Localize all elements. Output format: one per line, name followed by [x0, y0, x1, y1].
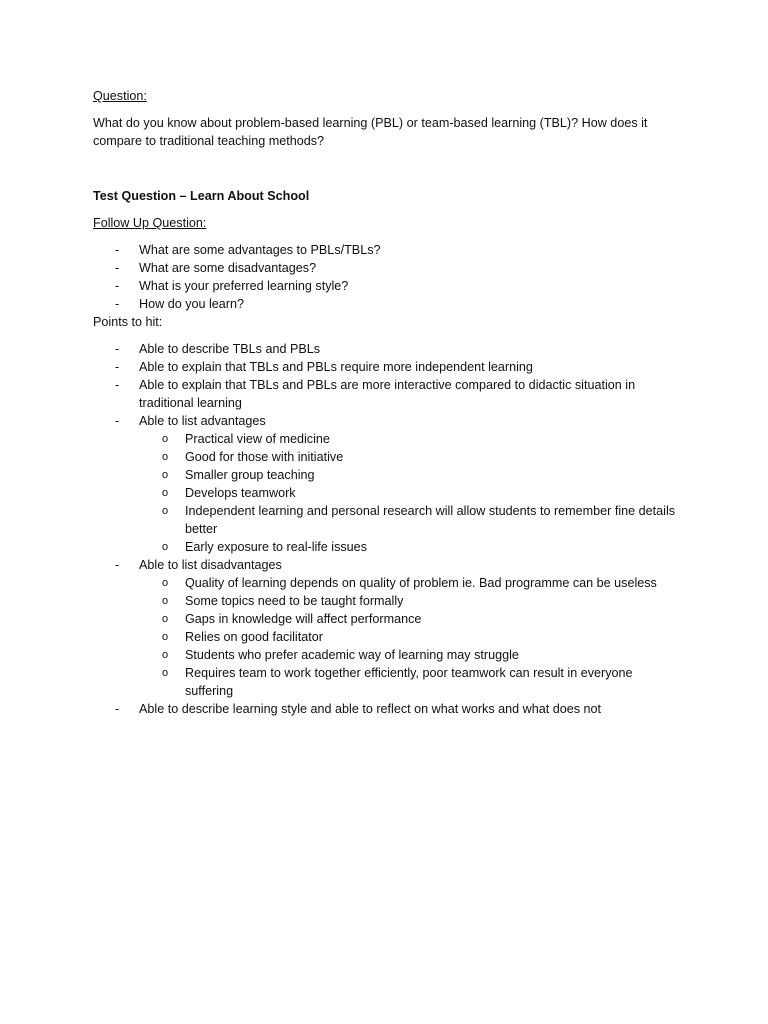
points-to-hit-label: Points to hit: — [93, 315, 163, 329]
advantages-list — [139, 430, 683, 556]
circle-bullet: o — [162, 505, 169, 517]
dash-bullet: - — [115, 360, 120, 374]
disadvantage-item: o Requires team to work together efficiently, poor teamwork can result in everyone suffering — [162, 666, 633, 698]
circle-bullet: o — [162, 487, 169, 499]
question-text: What do you know about problem-based learning (PBL) or team-based learning (TBL)? How does it compare to traditional teaching methods? — [93, 116, 648, 148]
point-item: - Able to explain that TBLs and PBLs are more interactive compared to didactic situation in traditional learning — [115, 378, 636, 410]
point-item: - Able to explain that TBLs and PBLs require more independent learning — [115, 360, 533, 374]
question-label: Question: — [93, 89, 147, 103]
test-question-title: Test Question – Learn About School — [93, 189, 310, 203]
circle-bullet: o — [162, 451, 169, 463]
advantage-item: o Practical view of medicine — [162, 432, 330, 446]
follow-up-item: - What is your preferred learning style? — [115, 279, 349, 293]
point-item: - Able to describe TBLs and PBLs — [115, 342, 321, 356]
follow-up-list — [93, 241, 683, 313]
dash-bullet: - — [115, 297, 120, 311]
follow-up-label: Follow Up Question: — [93, 216, 207, 230]
disadvantage-item: o Gaps in knowledge will affect performance — [162, 612, 422, 626]
document-page — [93, 87, 683, 718]
dash-bullet: - — [115, 378, 120, 392]
advantage-item: o Good for those with initiative — [162, 450, 344, 464]
circle-bullet: o — [162, 595, 169, 607]
circle-bullet: o — [162, 613, 169, 625]
circle-bullet: o — [162, 433, 169, 445]
circle-bullet: o — [162, 631, 169, 643]
advantage-item: o Independent learning and personal research will allow students to remember fine details better — [162, 504, 676, 536]
dash-bullet: - — [115, 279, 120, 293]
advantage-item: o Develops teamwork — [162, 486, 296, 500]
point-item: - Able to list disadvantages o Quality of learning depends on quality of problem ie. Bad programme can be useless o Some topics need to be taught formally o Gaps in knowledge will affect performance o Relies on good facilitator o Students who prefer academic way of learning may struggle o Requires team to work together efficiently, poor teamwork can result in everyone suffering — [93, 556, 683, 700]
points-list — [93, 340, 683, 718]
point-item: - Able to describe learning style and able to reflect on what works and what does not — [115, 702, 602, 716]
circle-bullet: o — [162, 649, 169, 661]
follow-up-item: - What are some advantages to PBLs/TBLs? — [115, 243, 381, 257]
circle-bullet: o — [162, 667, 169, 679]
dash-bullet: - — [115, 414, 120, 428]
disadvantage-item: o Some topics need to be taught formally — [162, 594, 404, 608]
circle-bullet: o — [162, 577, 169, 589]
advantage-item: o Smaller group teaching — [162, 468, 315, 482]
dash-bullet: - — [115, 261, 120, 275]
point-item: - Able to list advantages o Practical view of medicine o Good for those with initiative o Smaller group teaching o Develops teamwork o Independent learning and personal research will allow students to remember fine details better o Early exposure to real-life issues — [93, 412, 683, 556]
dash-bullet: - — [115, 702, 120, 716]
disadvantage-item: o Quality of learning depends on quality of problem ie. Bad programme can be useless — [162, 576, 657, 590]
disadvantage-item: o Relies on good facilitator — [162, 630, 323, 644]
dash-bullet: - — [115, 243, 120, 257]
dash-bullet: - — [115, 342, 120, 356]
follow-up-item: - How do you learn? — [115, 297, 245, 311]
advantage-item: o Early exposure to real-life issues — [162, 540, 367, 554]
circle-bullet: o — [162, 469, 169, 481]
follow-up-item: - What are some disadvantages? — [115, 261, 317, 275]
dash-bullet: - — [115, 558, 120, 572]
disadvantage-item: o Students who prefer academic way of learning may struggle — [162, 648, 519, 662]
circle-bullet: o — [162, 541, 169, 553]
disadvantages-list — [139, 574, 683, 700]
